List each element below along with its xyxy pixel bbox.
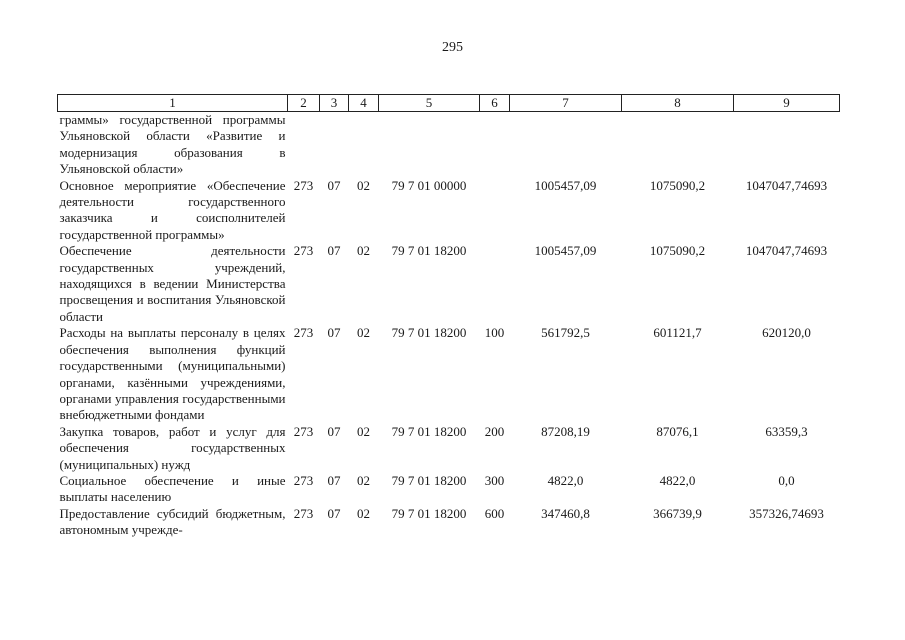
cell-ministry-code: 273 <box>293 505 314 521</box>
cell-amount-3: 1047047,74693 <box>745 243 828 259</box>
cell-amount-1: 1005457,09 <box>534 177 597 193</box>
row-description: граммы» государственной программы Ульяновской области «Развитие и модернизация образования в Ульяновской области» <box>59 112 286 177</box>
cell-amount-2 <box>622 112 734 178</box>
col-header: 3 <box>320 95 349 112</box>
cell-amount-1 <box>510 112 622 178</box>
budget-table <box>57 94 840 539</box>
table-row <box>58 243 840 325</box>
cell-amount-2: 1075090,2 <box>649 177 706 193</box>
cell-target-article: 79 7 01 18200 <box>391 423 467 439</box>
cell-amount-3: 620120,0 <box>762 325 811 341</box>
cell-amount-1: 1005457,09 <box>534 243 597 259</box>
cell-expense-type: 100 <box>484 325 505 341</box>
cell-section: 07 <box>327 243 341 259</box>
cell-section: 07 <box>327 177 341 193</box>
cell-target-article: 79 7 01 18200 <box>391 243 467 259</box>
cell-section: 07 <box>327 505 341 521</box>
cell-ministry-code: 273 <box>293 177 314 193</box>
cell-ministry-code: 273 <box>293 243 314 259</box>
cell-expense-type: 600 <box>484 505 505 521</box>
cell-amount-1: 347460,8 <box>541 505 590 521</box>
table-row <box>58 112 840 178</box>
cell-amount-2: 366739,9 <box>653 505 702 521</box>
cell-amount-2: 4822,0 <box>659 472 696 488</box>
cell-amount-3: 0,0 <box>778 472 795 488</box>
cell-ministry-code: 273 <box>293 423 314 439</box>
col-header: 2 <box>288 95 320 112</box>
cell-section <box>320 112 349 178</box>
table-row <box>58 424 840 473</box>
col-header: 7 <box>510 95 622 112</box>
page-number: 295 <box>442 40 463 55</box>
row-description: Предоставление субсидий бюджетным, автономным учрежде- <box>59 505 286 538</box>
col-header: 9 <box>734 95 840 112</box>
row-description: Обеспечение деятельности государственных учреждений, находящихся в ведении Министерства просвещения и воспитания Ульяновской области <box>59 243 286 324</box>
cell-target-article <box>379 112 480 178</box>
col-header: 1 <box>58 95 288 112</box>
cell-subsection: 02 <box>357 505 370 521</box>
cell-amount-3: 357326,74693 <box>749 505 824 521</box>
cell-subsection: 02 <box>357 177 370 193</box>
cell-ministry-code: 273 <box>293 325 314 341</box>
cell-target-article: 79 7 01 18200 <box>391 472 467 488</box>
cell-amount-1: 4822,0 <box>547 472 584 488</box>
cell-section: 07 <box>327 325 341 341</box>
cell-amount-3: 63359,3 <box>765 423 808 439</box>
cell-subsection: 02 <box>357 472 370 488</box>
cell-subsection: 02 <box>357 243 370 259</box>
cell-amount-2: 601121,7 <box>653 325 702 341</box>
cell-target-article: 79 7 01 18200 <box>391 505 467 521</box>
col-header: 6 <box>480 95 510 112</box>
table-row <box>58 178 840 244</box>
col-header: 4 <box>349 95 379 112</box>
cell-expense-type: 300 <box>484 472 505 488</box>
cell-amount-2: 87076,1 <box>656 423 699 439</box>
cell-amount-1: 561792,5 <box>541 325 590 341</box>
cell-expense-type <box>480 112 510 178</box>
cell-target-article: 79 7 01 00000 <box>391 177 467 193</box>
cell-ministry-code <box>288 112 320 178</box>
col-header: 5 <box>379 95 480 112</box>
cell-subsection: 02 <box>357 423 370 439</box>
table-row <box>58 506 840 539</box>
cell-ministry-code: 273 <box>293 472 314 488</box>
header-row <box>58 95 840 112</box>
cell-amount-1: 87208,19 <box>541 423 590 439</box>
cell-section: 07 <box>327 423 341 439</box>
cell-expense-type <box>480 243 510 325</box>
cell-target-article: 79 7 01 18200 <box>391 325 467 341</box>
row-description: Социальное обеспечение и иные выплаты населению <box>59 472 286 505</box>
cell-amount-2: 1075090,2 <box>649 243 706 259</box>
cell-amount-3: 1047047,74693 <box>745 177 828 193</box>
row-description: Основное мероприятие «Обеспечение деятельности государственного заказчика и соисполнителей государственной программы» <box>59 177 286 242</box>
row-description: Расходы на выплаты персоналу в целях обеспечения выполнения функций государственными (муниципальными) органами, казёнными учреждениями, органами управления государственными внебюджетными фондами <box>59 325 286 423</box>
table-row <box>58 325 840 423</box>
cell-expense-type: 200 <box>484 423 505 439</box>
table-row <box>58 473 840 506</box>
row-description: Закупка товаров, работ и услуг для обеспечения государственных (муниципальных) нужд <box>59 423 286 472</box>
cell-subsection <box>349 112 379 178</box>
cell-subsection: 02 <box>357 325 370 341</box>
cell-expense-type <box>480 178 510 244</box>
cell-amount-3 <box>734 112 840 178</box>
cell-section: 07 <box>327 472 341 488</box>
col-header: 8 <box>622 95 734 112</box>
